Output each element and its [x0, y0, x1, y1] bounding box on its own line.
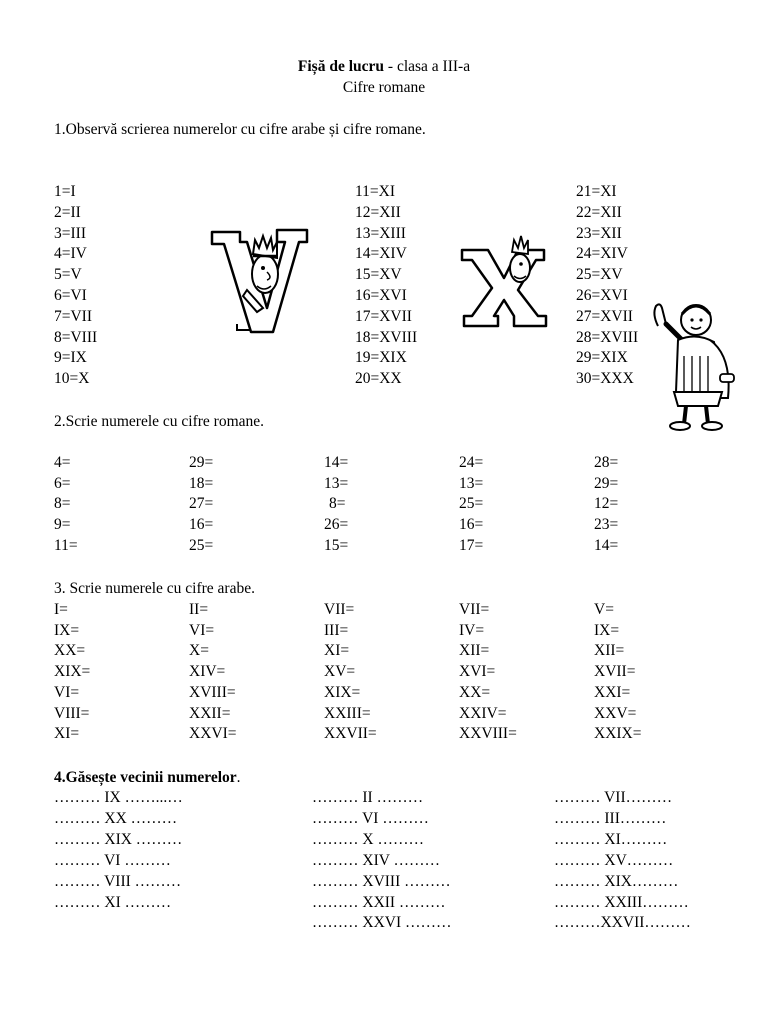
exercise2-item[interactable]: 15= — [324, 536, 349, 554]
exercise3-item[interactable]: XXVIII= — [459, 725, 517, 743]
exercise2-item[interactable]: 13= — [324, 474, 349, 492]
exercise2-item[interactable]: 17= — [459, 536, 484, 554]
exercise4-col2-item[interactable]: ……… II ……… — [312, 789, 424, 806]
exercise4-col3-item[interactable]: ……… III……… — [554, 809, 667, 827]
exercise4-col3-item[interactable]: ……… XI……… — [554, 830, 668, 848]
exercise4-col1-item[interactable]: ……… IX ……...… — [54, 789, 183, 806]
exercise3-item[interactable]: XV= — [324, 663, 356, 681]
exercise1-col1-item: 8=VIII — [54, 328, 98, 346]
exercise4-heading-text: 4.Găsește vecinii numerelor — [54, 769, 237, 786]
exercise2-item[interactable]: 14= — [324, 454, 349, 471]
exercise1-col1-item: 7=VII — [54, 307, 93, 325]
exercise2-item[interactable]: 16= — [459, 516, 484, 534]
exercise1-col2 — [355, 182, 417, 390]
exercise4-col2-item[interactable]: ……… VI ……… — [312, 809, 429, 827]
exercise3-item[interactable]: V= — [594, 601, 614, 618]
exercise1-col1-item: 1=I — [54, 183, 76, 200]
exercise3-item[interactable]: XXV= — [594, 704, 637, 722]
exercise2-item[interactable]: 25= — [459, 495, 484, 513]
exercise3-heading: 3. Scrie numerele cu cifre arabe. — [54, 580, 255, 597]
exercise1-col1-item: 3=III — [54, 224, 86, 242]
exercise4-col2-item[interactable]: ……… XXII ……… — [312, 893, 446, 911]
exercise1-col3-item: 24=XIV — [576, 245, 628, 263]
exercise1-col2-item: 15=XV — [355, 266, 402, 284]
exercise2-item[interactable]: 27= — [189, 495, 214, 513]
exercise3-item[interactable]: XXI= — [594, 683, 631, 701]
exercise4-col1-item[interactable]: ……… VIII ……… — [54, 872, 182, 890]
title-bold: Fișă de lucru — [297, 58, 385, 75]
exercise1-col3-item: 26=XVI — [576, 286, 628, 304]
exercise3-item[interactable]: I= — [54, 601, 68, 618]
exercise1-col2-item: 13=XIII — [355, 224, 406, 242]
exercise1-col1 — [54, 182, 97, 390]
exercise1-col3-item: 21=XI — [576, 183, 617, 200]
exercise2-item[interactable]: 8= — [329, 495, 346, 513]
exercise3-item[interactable]: XXIX= — [594, 725, 642, 743]
exercise1-col3 — [576, 182, 638, 390]
exercise1-col2-item: 20=XX — [355, 370, 402, 388]
exercise2-item[interactable]: 13= — [459, 474, 484, 492]
exercise4-heading — [54, 769, 241, 787]
exercise3-item[interactable]: XIV= — [189, 663, 226, 681]
exercise3-item[interactable]: XII= — [459, 642, 490, 660]
roman-emperor-icon — [648, 296, 748, 434]
exercise2-item[interactable]: 11= — [54, 536, 78, 554]
exercise3-item[interactable]: XIX= — [54, 663, 91, 681]
exercise4-col2-item[interactable]: ……… X ……… — [312, 830, 424, 848]
exercise2-item[interactable]: 4= — [54, 454, 71, 471]
exercise3-item[interactable]: IX= — [594, 621, 620, 639]
exercise1-col1-item: 9=IX — [54, 349, 87, 367]
exercise3-item[interactable]: XIX= — [324, 683, 361, 701]
exercise4-col2-item[interactable]: ……… XVIII ……… — [312, 872, 451, 890]
exercise3-item[interactable]: VI= — [54, 683, 80, 701]
exercise3-item[interactable]: XXIV= — [459, 704, 507, 722]
exercise3-item[interactable]: XXVII= — [324, 725, 377, 743]
exercise4-col2-item[interactable]: ……… XXVI ……… — [312, 914, 452, 932]
exercise3-item[interactable]: XVII= — [594, 663, 636, 681]
exercise2-item[interactable]: 14= — [594, 536, 619, 554]
exercise1-col3-item: 23=XII — [576, 224, 622, 242]
exercise3-item[interactable]: VIII= — [54, 704, 90, 722]
exercise4-col3-item[interactable]: ……… XIX……… — [554, 872, 679, 890]
exercise1-col3-item: 30=XXX — [576, 370, 634, 388]
exercise1-col2-item: 18=XVIII — [355, 328, 418, 346]
exercise2-item[interactable]: 18= — [189, 474, 214, 492]
exercise1-col1-item: 4=IV — [54, 245, 87, 263]
exercise3-item[interactable]: IV= — [459, 621, 485, 639]
page-title — [0, 58, 768, 76]
exercise2-item[interactable]: 9= — [54, 516, 71, 534]
exercise2-item[interactable]: 6= — [54, 474, 71, 492]
exercise4-col3-item[interactable]: ……… VII……… — [554, 789, 673, 806]
exercise3-item[interactable]: XI= — [54, 725, 80, 743]
exercise3-item[interactable]: XXII= — [189, 704, 231, 722]
exercise4-col1-item[interactable]: ……… XIX ……… — [54, 830, 183, 848]
exercise1-col1-item: 2=II — [54, 203, 81, 221]
exercise1-col1-item: 10=X — [54, 370, 90, 388]
exercise2-item[interactable]: 25= — [189, 536, 214, 554]
exercise3-item[interactable]: XX= — [459, 683, 491, 701]
exercise3-item[interactable]: XXIII= — [324, 704, 371, 722]
exercise3-item[interactable]: VII= — [459, 601, 490, 618]
exercise4-col1-item[interactable]: ……… VI ……… — [54, 851, 171, 869]
exercise3-item[interactable]: II= — [189, 601, 209, 618]
exercise3-item[interactable]: III= — [324, 621, 349, 639]
exercise1-heading: 1.Observă scrierea numerelor cu cifre arabe și cifre romane. — [54, 121, 426, 138]
exercise1-col2-item: 11=XI — [355, 183, 396, 200]
exercise3-item[interactable]: X= — [189, 642, 209, 660]
title-rest: - clasa a III-a — [384, 58, 471, 75]
exercise2-item[interactable]: 16= — [189, 516, 214, 534]
exercise2-item[interactable]: 26= — [324, 516, 349, 534]
exercise1-col2-item: 14=XIV — [355, 245, 407, 263]
exercise2-heading: 2.Scrie numerele cu cifre romane. — [54, 413, 265, 430]
exercise4-col3-item[interactable]: ………XXVII……… — [554, 914, 691, 932]
exercise4-col2-item[interactable]: ……… XIV ……… — [312, 851, 441, 869]
exercise1-col3-item: 22=XII — [576, 203, 622, 221]
exercise1-col3-item: 25=XV — [576, 266, 623, 284]
exercise4-heading-suffix: . — [236, 769, 241, 786]
exercise4-col3-item[interactable]: ……… XXIII……… — [554, 893, 689, 911]
exercise2-item[interactable]: 12= — [594, 495, 619, 513]
exercise1-col1-item: 5=V — [54, 266, 82, 284]
exercise3-item[interactable]: IX= — [54, 621, 80, 639]
exercise1-col2-item: 17=XVII — [355, 307, 412, 325]
exercise3-item[interactable]: VI= — [189, 621, 215, 639]
exercise3-item[interactable]: VII= — [324, 601, 355, 618]
exercise3-item[interactable]: XVIII= — [189, 683, 236, 701]
exercise2-item[interactable]: 8= — [54, 495, 71, 513]
exercise1-col3-item: 27=XVII — [576, 307, 633, 325]
exercise2-item[interactable]: 29= — [594, 474, 619, 492]
exercise3-item[interactable]: XI= — [324, 642, 350, 660]
exercise3-item[interactable]: XVI= — [459, 663, 496, 681]
exercise1-col3-item: 29=XIX — [576, 349, 628, 367]
exercise2-item[interactable]: 24= — [459, 454, 484, 471]
exercise1-col2-item: 12=XII — [355, 203, 401, 221]
exercise1-col3-item: 28=XVIII — [576, 328, 639, 346]
exercise3-item[interactable]: XII= — [594, 642, 625, 660]
exercise4-col3-item[interactable]: ……… XV……… — [554, 851, 674, 869]
exercise1-col2-item: 19=XIX — [355, 349, 407, 367]
exercise4-col1-item[interactable]: ……… XX ……… — [54, 809, 178, 827]
page-subtitle: Cifre romane — [342, 79, 426, 96]
exercise3-item[interactable]: XXVI= — [189, 725, 237, 743]
letter-v-king-icon — [207, 212, 313, 337]
exercise1-col2-item: 16=XVI — [355, 286, 407, 304]
exercise2-item[interactable]: 29= — [189, 454, 214, 471]
exercise2-item[interactable]: 23= — [594, 516, 619, 534]
exercise3-item[interactable]: XX= — [54, 642, 86, 660]
exercise4-col1-item[interactable]: ……… XI ……… — [54, 893, 172, 911]
exercise2-item[interactable]: 28= — [594, 454, 619, 471]
exercise1-col1-item: 6=VI — [54, 286, 87, 304]
letter-x-king-icon — [458, 228, 550, 328]
